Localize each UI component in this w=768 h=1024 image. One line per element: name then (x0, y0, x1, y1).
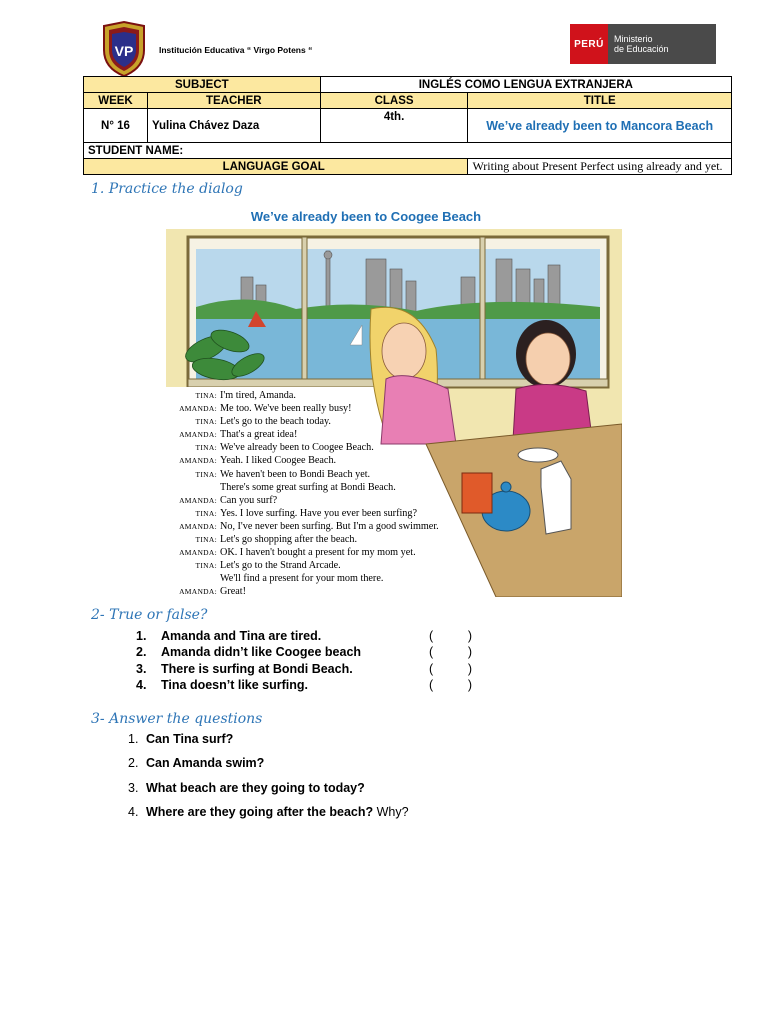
dialog-speaker: AMANDA: (179, 521, 217, 531)
dialog-speaker: TINA: (195, 443, 217, 453)
subject-value: INGLÉS COMO LENGUA EXTRANJERA (320, 77, 731, 93)
tf-statement: There is surfing at Bondi Beach. (161, 661, 353, 676)
dialog-line (166, 428, 439, 441)
tf-statement: Tina doesn’t like surfing. (161, 677, 309, 692)
dialog-line (166, 559, 439, 572)
institution-name: Institución Educativa “ Virgo Potens “ (159, 45, 313, 55)
dialog-speaker: TINA: (195, 535, 217, 545)
dialog-line (166, 533, 439, 546)
tf-number: 1. (136, 629, 147, 643)
dialog-line (166, 585, 439, 597)
question-number: 4. (128, 804, 139, 819)
dialog-line (166, 520, 439, 533)
dialog-speaker: TINA: (195, 508, 217, 518)
dialog-text: There's some great surfing at Bondi Beach. (220, 481, 396, 493)
dialog-text: We've already been to Coogee Beach. (220, 442, 374, 454)
tf-answer-blank[interactable]: ( ) (429, 645, 473, 660)
dialog-speaker: AMANDA: (179, 548, 217, 558)
dialog-text: Yeah. I liked Coogee Beach. (220, 455, 337, 467)
true-false-list (136, 629, 479, 694)
tf-statement: Amanda and Tina are tired. (161, 629, 322, 643)
dialog-title: We’ve already been to Coogee Beach (250, 209, 482, 224)
ministry-peru-label: PERÚ (570, 24, 608, 64)
ministry-logo (570, 24, 716, 64)
dialog-text: Let's go to the Strand Arcade. (220, 560, 341, 572)
dialog-text: Me too. We've been really busy! (220, 403, 352, 415)
question-item (128, 781, 409, 805)
week-label: WEEK (84, 93, 148, 109)
dialog-speaker: TINA: (195, 417, 217, 427)
title-value: We’ve already been to Mancora Beach (468, 109, 732, 143)
question-number: 2. (128, 756, 139, 771)
ministry-name-line1: Ministerio (614, 34, 653, 44)
question-text: What beach are they going to today? (146, 780, 365, 795)
dialog-line (166, 468, 439, 481)
dialog-speaker (166, 572, 220, 585)
dialog-line (166, 402, 439, 415)
tf-answer-blank[interactable]: ( ) (429, 629, 473, 643)
section-3-title: 3- Answer the questions (91, 711, 263, 727)
tf-answer-blank[interactable]: ( ) (429, 661, 473, 676)
page-header (0, 0, 768, 75)
subject-label: SUBJECT (84, 77, 321, 93)
dialog-text: Let's go to the beach today. (220, 416, 331, 428)
question-item (128, 756, 409, 780)
dialog-line (166, 415, 439, 428)
dialog-line (166, 441, 439, 454)
dialog-speaker: AMANDA: (179, 587, 217, 597)
class-label: CLASS (320, 93, 468, 109)
dialog-text: Yes. I love surfing. Have you ever been surfing? (220, 507, 418, 519)
title-label: TITLE (468, 93, 732, 109)
dialog-line (166, 546, 439, 559)
info-table (83, 76, 732, 175)
dialog-speaker (166, 481, 220, 494)
dialog-text: We haven't been to Bondi Beach yet. (220, 468, 371, 480)
dialog-text: That's a great idea! (220, 429, 298, 441)
dialog-text: No, I've never been surfing. But I'm a good swimmer. (220, 520, 439, 532)
class-value: 4th. (320, 109, 468, 143)
dialog-line (166, 481, 439, 494)
tf-number: 3. (136, 661, 147, 676)
question-item (128, 732, 409, 756)
section-1-title: 1. Practice the dialog (91, 181, 243, 197)
school-crest-logo (100, 20, 148, 78)
language-goal-label: LANGUAGE GOAL (84, 159, 468, 175)
ministry-name-line2: de Educación (614, 44, 669, 54)
tf-answer-blank[interactable]: ( ) (429, 677, 473, 692)
crest-letters: VP (114, 43, 134, 59)
teacher-value: Yulina Chávez Daza (147, 109, 320, 143)
dialog-speaker: AMANDA: (179, 404, 217, 414)
question-number: 1. (128, 732, 139, 746)
questions-list (128, 732, 409, 829)
dialog-text: Great! (220, 586, 247, 597)
dialog-line (166, 507, 439, 520)
dialog-speaker: AMANDA: (179, 430, 217, 440)
week-value: N° 16 (84, 109, 148, 143)
dialog-text: We'll find a present for your mom there. (220, 573, 384, 585)
dialog-line (166, 494, 439, 507)
question-text: Can Tina surf? (146, 732, 234, 746)
dialog-line (166, 572, 439, 585)
question-text: Can Amanda swim? (146, 756, 265, 771)
dialog-line (166, 454, 439, 467)
student-name-label: STUDENT NAME: (84, 143, 732, 159)
dialog-illustration (166, 229, 622, 597)
tf-number: 4. (136, 677, 147, 692)
dialog-lines (166, 389, 439, 597)
question-number: 3. (128, 780, 139, 795)
question-text: Where are they going after the beach? (146, 804, 374, 819)
dialog-text: Can you surf? (220, 494, 278, 506)
teacher-label: TEACHER (147, 93, 320, 109)
question-extra: Why? (373, 804, 409, 819)
tf-statement: Amanda didn’t like Coogee beach (161, 645, 362, 660)
dialog-speaker: TINA: (195, 561, 217, 571)
question-item (128, 805, 409, 829)
true-false-item (136, 678, 479, 694)
dialog-speaker: AMANDA: (179, 456, 217, 466)
dialog-text: I'm tired, Amanda. (220, 390, 296, 401)
dialog-text: OK. I haven't bought a present for my mom yet. (220, 547, 416, 559)
dialog-line (166, 389, 439, 402)
language-goal-value: Writing about Present Perfect using already and yet. (468, 159, 732, 175)
ministry-name (608, 24, 716, 64)
true-false-item (136, 662, 479, 678)
dialog-text: Let's go shopping after the beach. (220, 534, 358, 546)
tf-number: 2. (136, 645, 147, 660)
true-false-item (136, 629, 479, 645)
dialog-speaker: TINA: (195, 391, 217, 400)
dialog-speaker: TINA: (195, 469, 217, 479)
true-false-item (136, 645, 479, 661)
dialog-speaker: AMANDA: (179, 495, 217, 505)
section-2-title: 2- True or false? (91, 607, 208, 623)
